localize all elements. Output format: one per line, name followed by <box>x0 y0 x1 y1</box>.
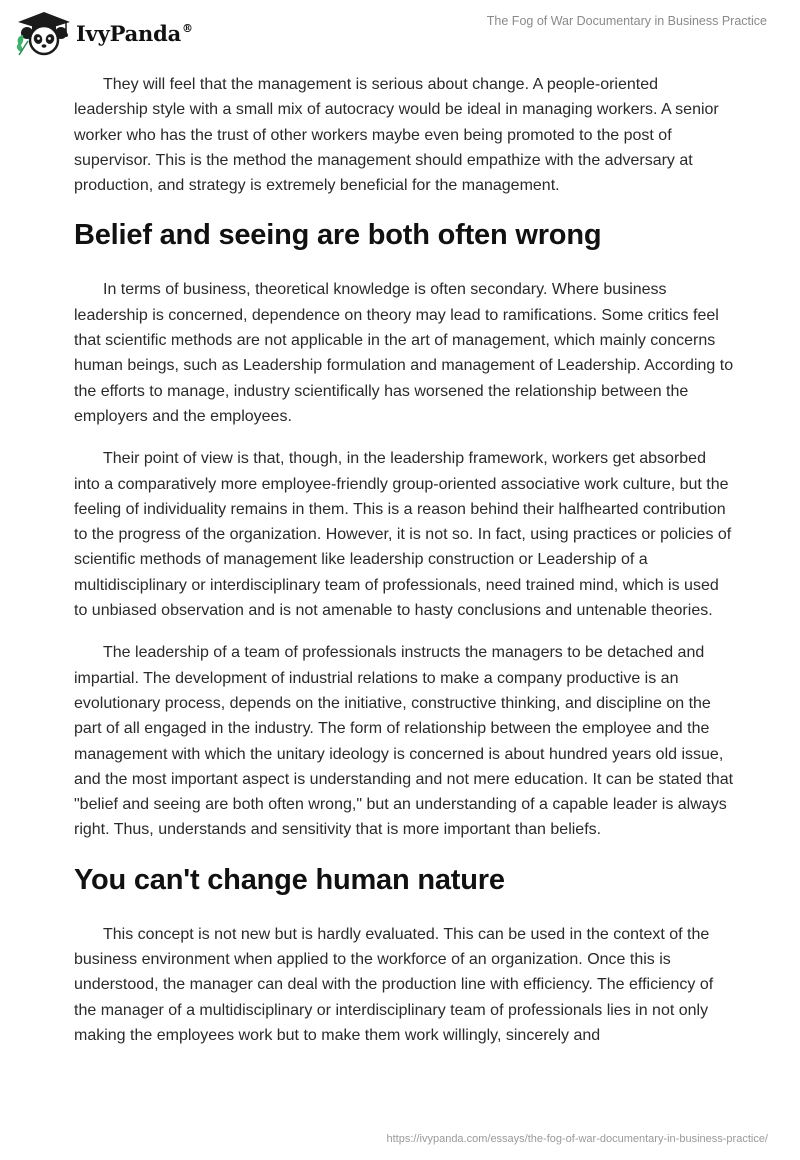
paragraph: This concept is not new but is hardly evaluated. This can be used in the context of the business environment when applied to the workforce of an organization. Once this is understood, the manager can deal with the production line with efficiency. The efficiency of the manager of a multidisciplinary or interdisciplinary team of professionals lies in not only making the employees work but to make them work willingly, sincerely and <box>74 925 714 1044</box>
page-header <box>0 0 800 70</box>
essay-content <box>74 72 734 1065</box>
paragraph: In terms of business, theoretical knowledge is often secondary. Where business leadership is concerned, dependence on theory may lead to ramifications. Some critics feel that scientific methods are not applicable in the art of management, which mainly concerns human beings, such as Leadership formulation and management of Leadership. According to the efforts to manage, industry scientifically has worsened the relationship between the employers and the employees. <box>74 281 734 425</box>
panda-graduate-icon <box>14 8 72 56</box>
paragraph: Their point of view is that, though, in the leadership framework, workers get absorbed into a comparatively more employee-friendly group-oriented associative work culture, but the feeling of individuality remains in them. This is a reason behind their halfhearted contribution to the progress of the organization. However, it is not so. In fact, using practices or policies of scientific methods of management like leadership construction or Leadership of a multidisciplinary or interdisciplinary team of professionals, need trained mind, which is used to unbiased observation and is not amenable to hasty conclusions and untenable theories. <box>74 450 732 620</box>
paragraph: The leadership of a team of professionals instructs the managers to be detached and impartial. The development of industrial relations to make a company productive is an evolutionary process, depends on the initiative, constructive thinking, and discipline on the part of all engaged in the industry. The form of relationship between the employee and the management with which the unitary ideology is concerned is about hundred years old issue, and the most important aspect is understanding and not mere education. It can be stated that "belief and seeing are both often wrong," but an understanding of a capable leader is always right. Thus, understands and sensitivity that is more important than beliefs. <box>74 644 734 839</box>
logo-text <box>76 21 193 46</box>
ivypanda-logo[interactable] <box>14 8 193 56</box>
section-heading: You can't change human nature <box>74 863 505 896</box>
section-heading: Belief and seeing are both often wrong <box>74 219 602 252</box>
paragraph: They will feel that the management is serious about change. A people-oriented leadership style with a small mix of autocracy would be ideal in managing workers. A senior worker who has the trust of other workers maybe even being promoted to the post of supervisor. This is the method the management should empathize with the adversary at production, and strategy is extremely beneficial for the management. <box>74 76 719 195</box>
logo-wordmark: IvyPanda <box>76 20 182 46</box>
source-url-link[interactable]: https://ivypanda.com/essays/the-fog-of-war-documentary-in-business-practice/ <box>386 1133 768 1145</box>
registered-mark: ® <box>182 21 193 35</box>
running-title: The Fog of War Documentary in Business Practice <box>486 14 767 28</box>
